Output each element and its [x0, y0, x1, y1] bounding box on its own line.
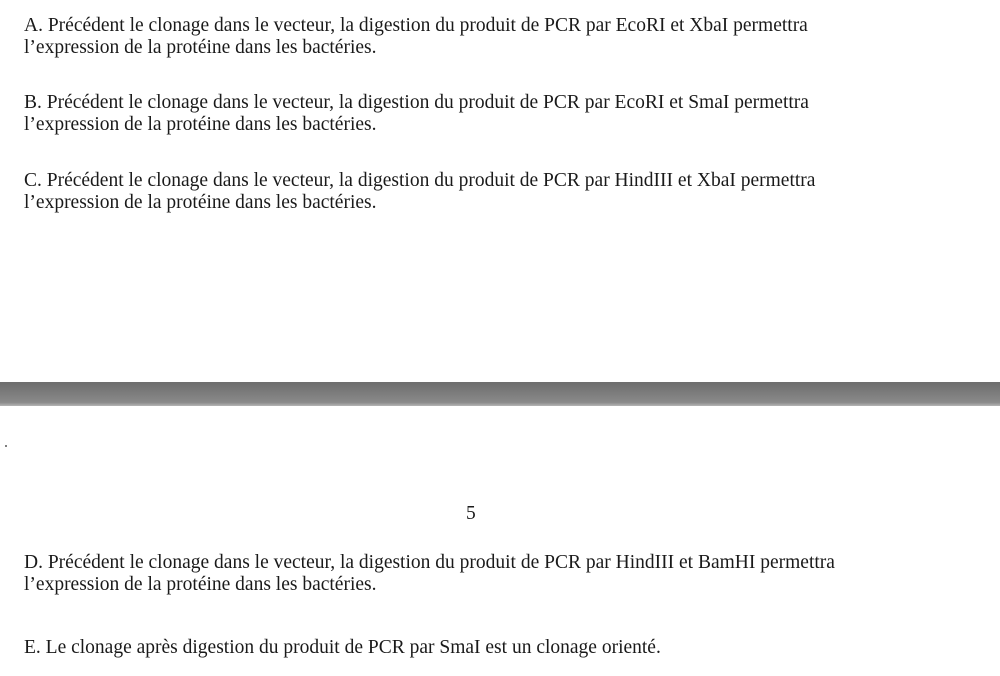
option-d	[24, 552, 974, 596]
page-separator	[0, 382, 1000, 406]
scan-speck	[5, 445, 7, 447]
option-e-line-1: E. Le clonage après digestion du produit de PCR par SmaI est un clonage orienté.	[24, 637, 661, 658]
option-e	[24, 637, 974, 659]
option-c-line-2: l’expression de la protéine dans les bactéries.	[24, 192, 377, 213]
option-b	[24, 92, 974, 136]
option-d-line-2: l’expression de la protéine dans les bactéries.	[24, 574, 377, 595]
option-a	[24, 15, 974, 59]
option-b-line-2: l’expression de la protéine dans les bactéries.	[24, 114, 377, 135]
page-bottom	[0, 406, 1000, 676]
page-number: 5	[466, 503, 476, 524]
option-c	[24, 170, 974, 214]
option-d-line-1: D. Précédent le clonage dans le vecteur, la digestion du produit de PCR par HindIII et BamHI permettra	[24, 552, 835, 573]
option-a-line-2: l’expression de la protéine dans les bactéries.	[24, 37, 377, 58]
option-a-line-1: A. Précédent le clonage dans le vecteur, la digestion du produit de PCR par EcoRI et XbaI permettra	[24, 15, 808, 36]
option-b-line-1: B. Précédent le clonage dans le vecteur, la digestion du produit de PCR par EcoRI et SmaI permettra	[24, 92, 809, 113]
option-c-line-1: C. Précédent le clonage dans le vecteur, la digestion du produit de PCR par HindIII et XbaI permettra	[24, 170, 816, 191]
